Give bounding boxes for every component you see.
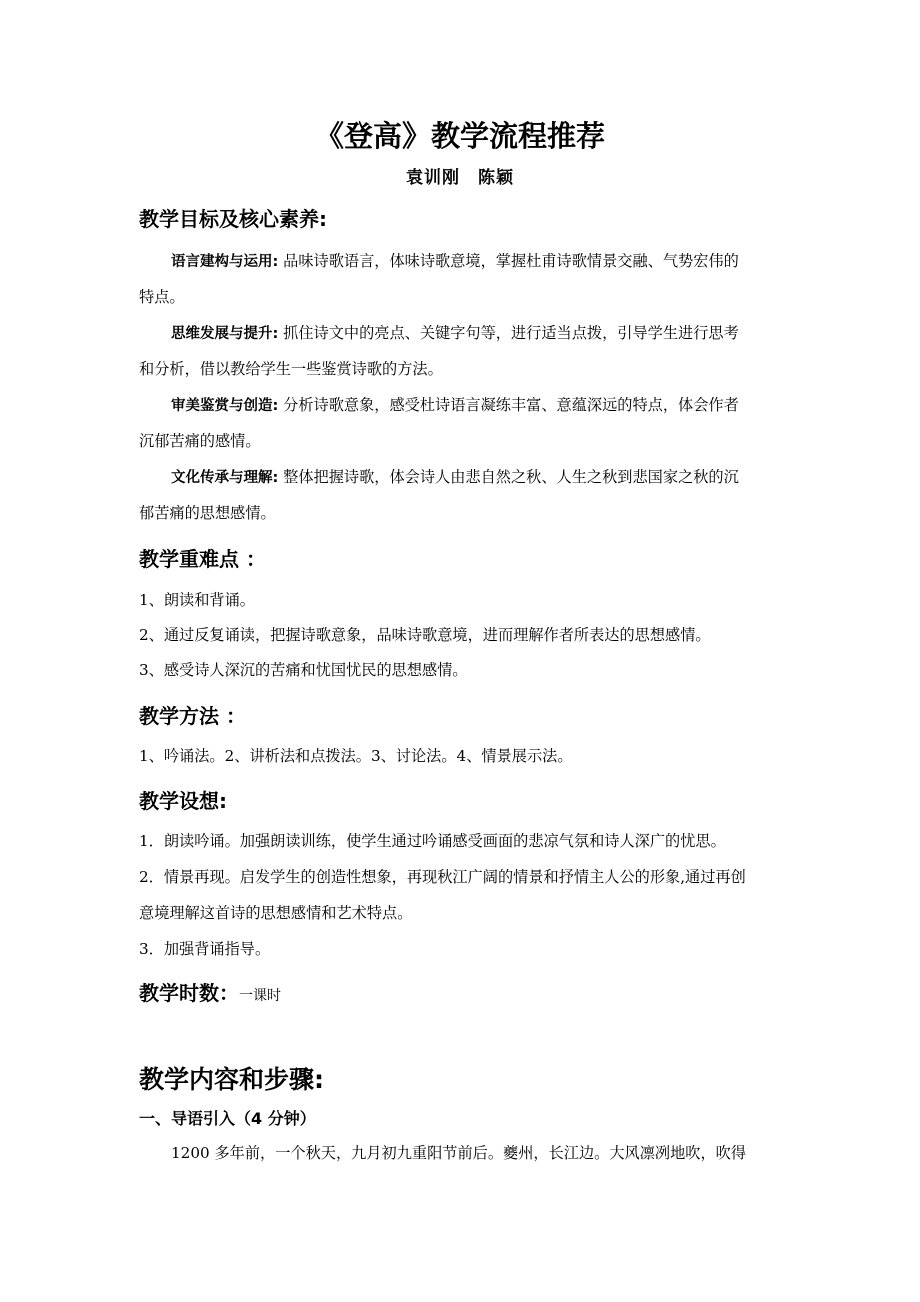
goal-item-line bbox=[139, 248, 781, 275]
goal-label: 文化传承与理解: bbox=[171, 470, 279, 486]
goals-heading: 教学目标及核心素养: bbox=[139, 207, 327, 231]
hours-heading: 教学时数： bbox=[139, 981, 239, 1005]
goal-item-line bbox=[139, 320, 781, 347]
goal-item-line: 郁苦痛的思想感情。 bbox=[139, 504, 276, 522]
keypoint-item: 3、感受诗人深沉的苦痛和忧国忧民的思想感情。 bbox=[139, 661, 468, 679]
goal-label: 审美鉴赏与创造: bbox=[171, 398, 279, 414]
goal-item-line: 特点。 bbox=[139, 288, 185, 306]
goal-item-line bbox=[139, 464, 781, 491]
goal-item-line bbox=[139, 392, 781, 419]
section-heading: 一、导语引入（4 分钟） bbox=[139, 1109, 316, 1128]
design-item: 3．加强背诵指导。 bbox=[139, 940, 271, 958]
goal-text: 品味诗歌语言，体味诗歌意境，掌握杜甫诗歌情景交融、气势宏伟的 bbox=[283, 252, 739, 270]
goal-text: 分析诗歌意象，感受杜诗语言凝练丰富、意蕴深远的特点，体会作者 bbox=[283, 396, 739, 414]
design-item: 1．朗读吟诵。加强朗读训练，使学生通过吟诵感受画面的悲凉气氛和诗人深广的忧思。 bbox=[139, 832, 726, 850]
goal-text: 抓住诗文中的亮点、关键字句等，进行适当点拨，引导学生进行思考 bbox=[283, 324, 739, 342]
goal-item-line: 沉郁苦痛的感情。 bbox=[139, 432, 261, 450]
design-item: 2．情景再现。启发学生的创造性想象，再现秋江广阔的情景和抒情主人公的形象,通过再创 bbox=[139, 868, 746, 886]
methods-heading: 教学方法 ： bbox=[139, 704, 246, 728]
content-heading: 教学内容和步骤: bbox=[139, 1065, 324, 1094]
design-heading: 教学设想: bbox=[139, 789, 227, 813]
goal-text: 整体把握诗歌，体会诗人由悲自然之秋、人生之秋到悲国家之秋的沉 bbox=[283, 468, 739, 486]
document-title: 《登高》教学流程推荐 bbox=[314, 119, 605, 153]
goal-item-line: 和分析，借以教给学生一些鉴赏诗歌的方法。 bbox=[139, 360, 443, 378]
design-item-continued: 意境理解这首诗的思想感情和艺术特点。 bbox=[139, 904, 413, 922]
hours-line bbox=[139, 978, 281, 1011]
methods-text: 1、吟诵法。2、讲析法和点拨法。3、讨论法。4、情景展示法。 bbox=[139, 747, 573, 765]
goal-label: 思维发展与提升: bbox=[171, 326, 279, 342]
hours-value: 一课时 bbox=[239, 988, 281, 1004]
authors: 袁训刚 陈颖 bbox=[406, 168, 514, 188]
paragraph: 1200 多年前，一个秋天，九月初九重阳节前后。夔州，长江边。大风凛冽地吹，吹得 bbox=[171, 1144, 747, 1162]
goal-label: 语言建构与运用: bbox=[171, 254, 279, 270]
keypoints-heading: 教学重难点 ： bbox=[139, 547, 266, 571]
keypoint-item: 2、通过反复诵读，把握诗歌意象，品味诗歌意境，进而理解作者所表达的思想感情。 bbox=[139, 626, 711, 644]
keypoint-item: 1、朗读和背诵。 bbox=[139, 591, 255, 609]
